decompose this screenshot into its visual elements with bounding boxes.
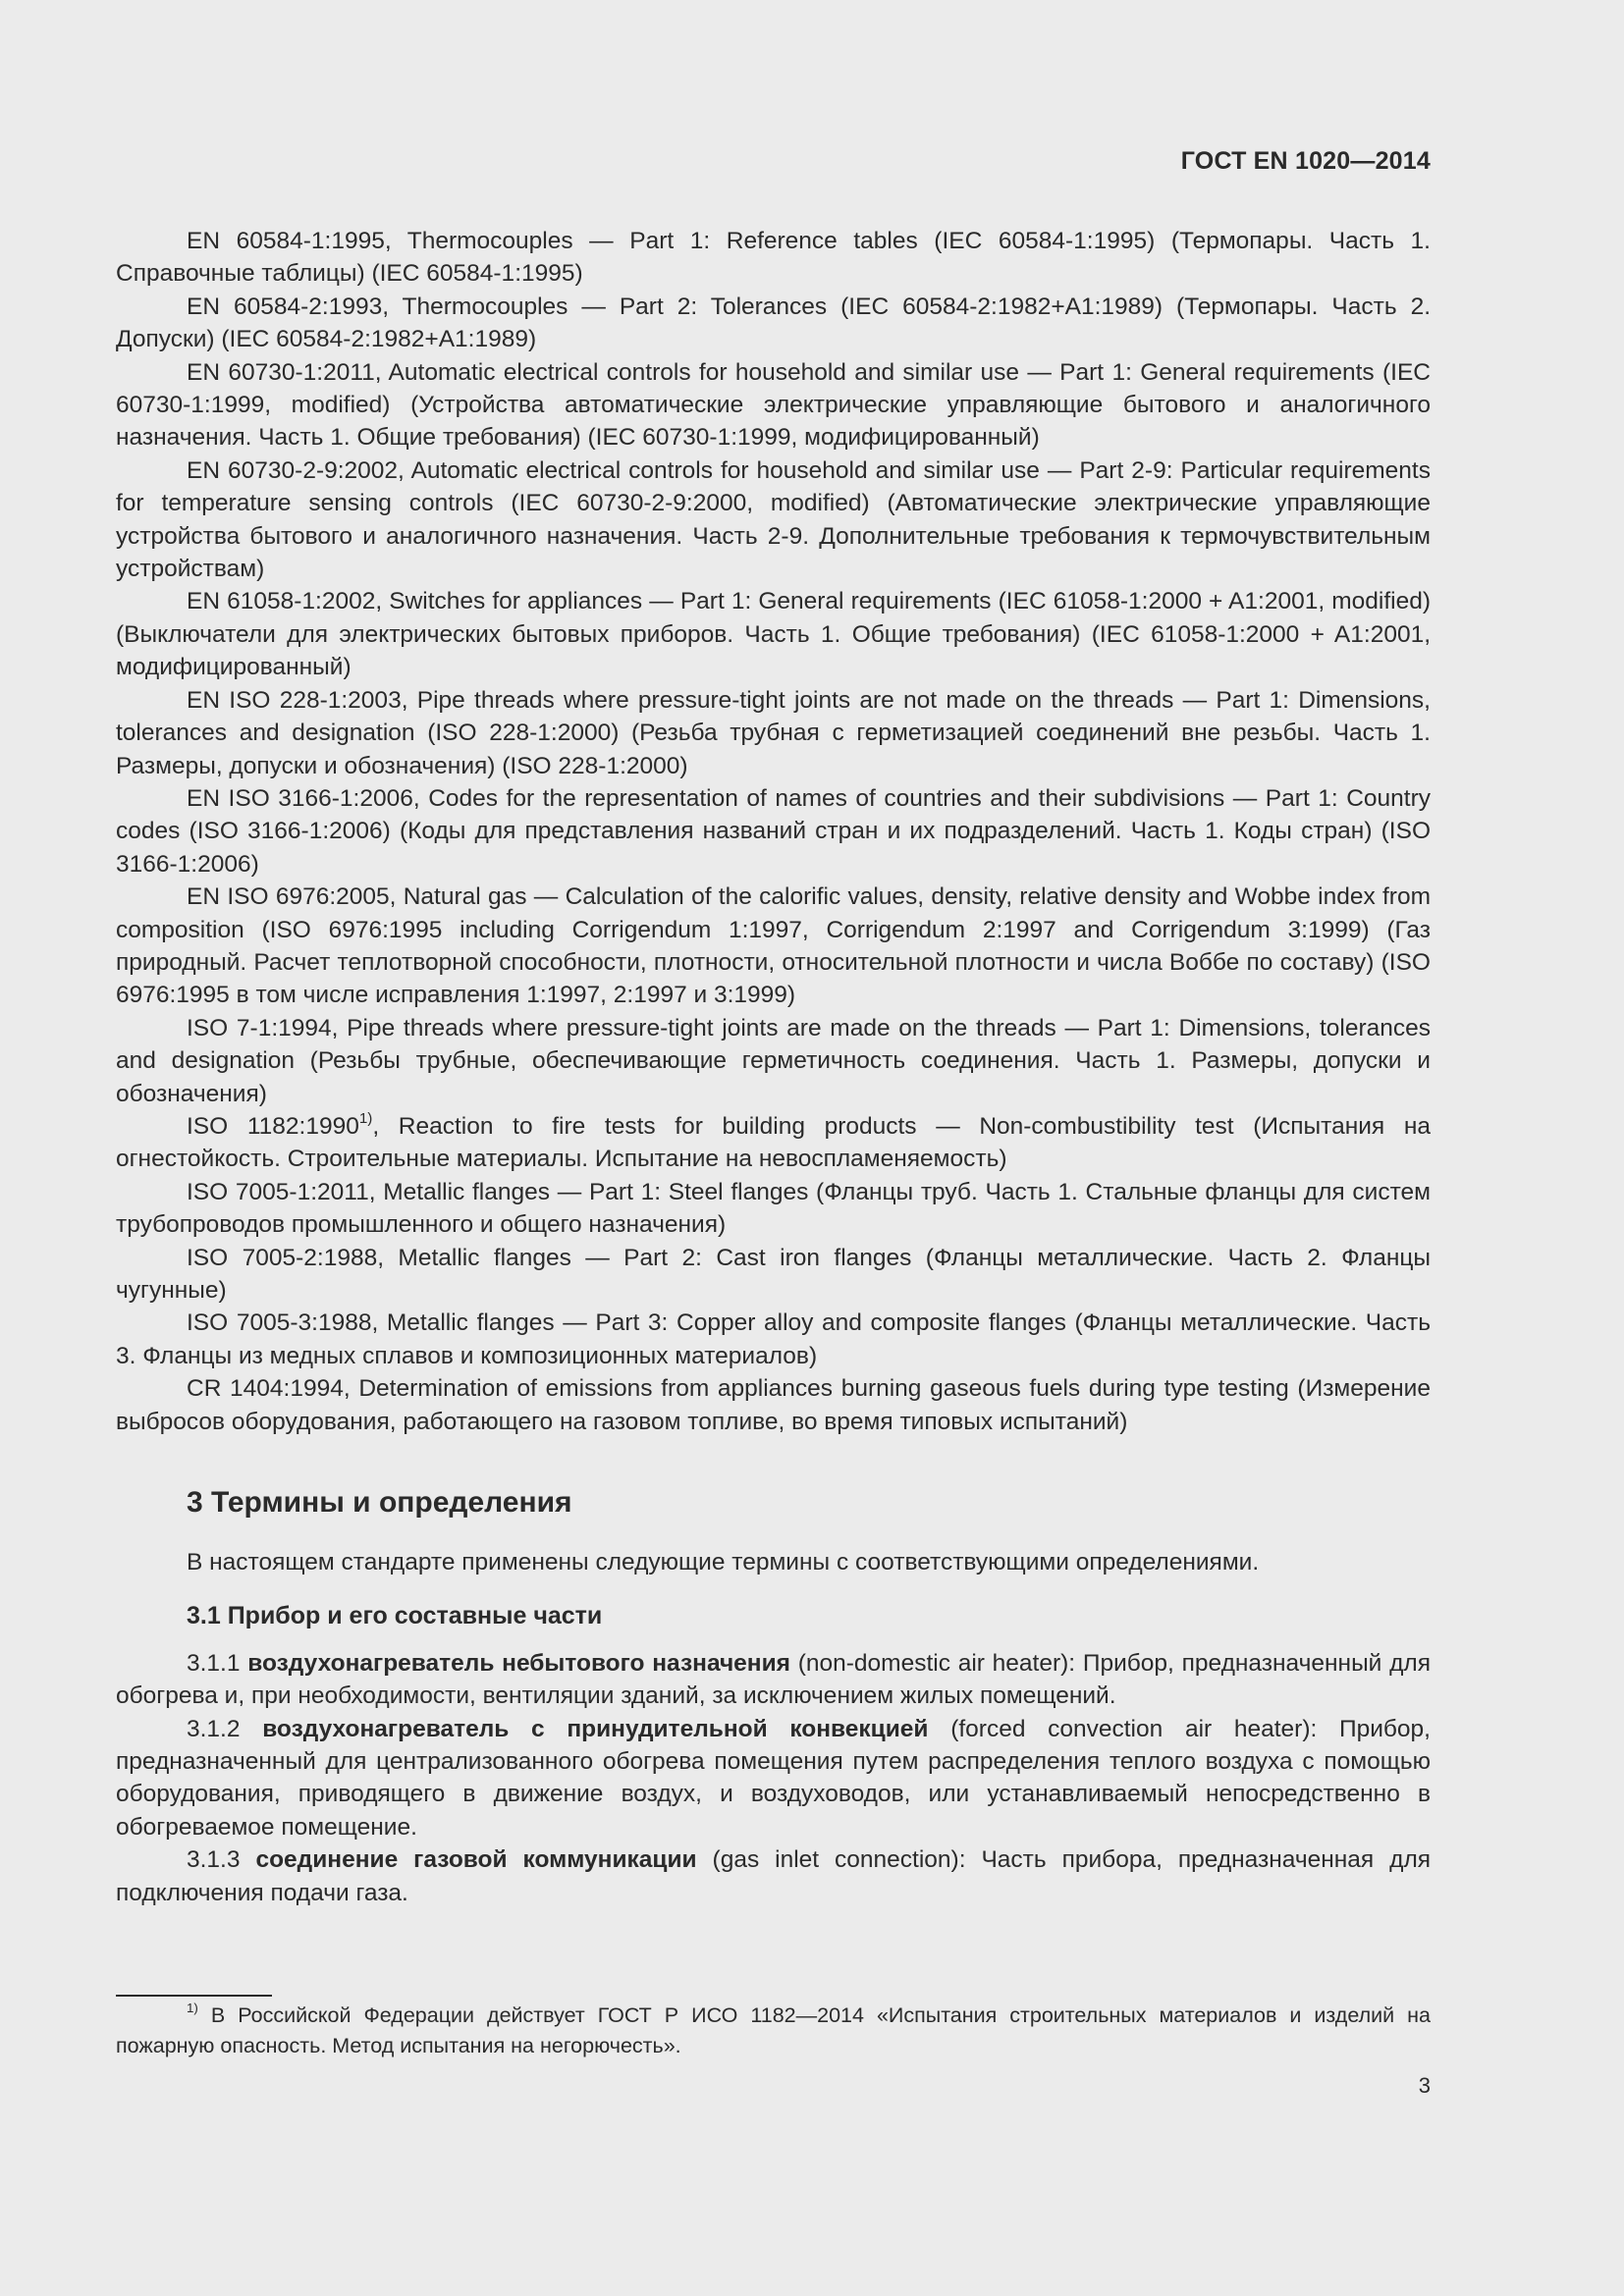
footnote-divider — [116, 1995, 272, 1997]
page-number: 3 — [1418, 2073, 1431, 2098]
footnote-marker: 1) — [187, 2000, 198, 2015]
document-code-header: ГОСТ EN 1020—2014 — [1180, 147, 1431, 175]
reference-item: ISO 7005-3:1988, Metallic flanges — Part 3: Copper alloy and composite flanges (Фланцы металлические. Часть 3. Фланцы из медных сплавов и композиционных материалов) — [116, 1309, 1431, 1369]
reference-item: EN 61058-1:2002, Switches for appliances — Part 1: General requirements (IEC 61058-1:2000 + A1:2001, modified) (Выключатели для электрических бытовых приборов. Часть 1. Общие требования) (IEC 61058-1:2000 + A1:2001, модифицированный) — [116, 588, 1431, 681]
reference-text: , Reaction to fire tests for building products — Non-combustibility test (Испытания на огнестойкость. Строительные материалы. Испытание на невоспламеняемость) — [116, 1112, 1431, 1173]
reference-item: EN ISO 228-1:2003, Pipe threads where pressure-tight joints are not made on the threads — Part 1: Dimensions, tolerances and designation (ISO 228-1:2000) (Резьба трубная с герметизацией соединений вне резьбы. Часть 1. Размеры, допуски и обозначения) (ISO 228-1:2000) — [116, 686, 1431, 779]
term-text: (gas inlet connection): Часть прибора, предназначенная для подключения подачи газа. — [116, 1846, 1432, 1906]
reference-code: ISO 1182:1990 — [187, 1112, 359, 1140]
term-name: соединение газовой коммуникации — [255, 1846, 697, 1874]
subsection-heading: 3.1 Прибор и его составные части — [187, 1602, 603, 1630]
reference-item: EN 60730-1:2011, Automatic electrical controls for household and similar use — Part 1: General requirements (IEC 60730-1:1999, modified) (Устройства автоматические электрические управляющие бытового и аналогичного назначения. Часть 1. Общие требования) (IEC 60730-1:1999, модифицированный) — [116, 358, 1431, 452]
reference-item: EN 60730-2-9:2002, Automatic electrical controls for household and similar use — Part 2-9: Particular requirements for temperature sensing controls (IEC 60730-2-9:2000, modified) (Автоматические электрические управляющие устройства бытового и аналогичного назначения. Часть 2-9. Дополнительные требования к термочувствительным устройствам) — [116, 456, 1431, 583]
reference-item: EN 60584-2:1993, Thermocouples — Part 2: Tolerances (IEC 60584-2:1982+A1:1989) (Термопары. Часть 2. Допуски) (IEC 60584-2:1982+A1:1989) — [116, 293, 1431, 353]
term-number: 3.1.1 — [187, 1649, 241, 1677]
page-body — [116, 225, 1431, 1909]
footnote — [116, 2001, 1431, 2061]
footnote-text: В Российской Федерации действует ГОСТ Р ИСО 1182—2014 «Испытания строительных материалов и изделий на пожарную опасность. Метод испытания на негорючесть». — [116, 2003, 1431, 2057]
reference-item: ISO 7005-1:2011, Metallic flanges — Part 1: Steel flanges (Фланцы труб. Часть 1. Стальные фланцы для систем трубопроводов промышленного и общего назначения) — [116, 1178, 1431, 1239]
reference-item-with-footnote — [116, 1110, 1431, 1176]
term-text: (forced convection air heater): Прибор, предназначенный для централизованного обогрева помещения путем распределения теплого воздуха с помощью оборудования, приводящего в движение воздух, и воздуховодов, или устанавливаемый непосредственно в обогреваемое помещение. — [116, 1715, 1431, 1841]
reference-item: EN ISO 6976:2005, Natural gas — Calculation of the calorific values, density, relative density and Wobbe index from composition (ISO 6976:1995 including Corrigendum 1:1997, Corrigendum 2:1997 and Corrigendum 3:1999) (Газ природный. Расчет теплотворной способности, плотности, относительной плотности и числа Воббе по составу) (ISO 6976:1995 в том числе исправления 1:1997, 2:1997 и 3:1999) — [116, 883, 1431, 1009]
term-text: (non-domestic air heater): Прибор, предназначенный для обогрева и, при необходимости, вентиляции зданий, за исключением жилых помещений. — [116, 1649, 1431, 1710]
term-definition — [116, 1713, 1431, 1844]
term-name: воздухонагреватель с принудительной конвекцией — [262, 1715, 929, 1742]
reference-item: EN ISO 3166-1:2006, Codes for the representation of names of countries and their subdivisions — Part 1: Country codes (ISO 3166-1:2006) (Коды для представления названий стран и их подразделений. Часть 1. Коды стран) (ISO 3166-1:2006) — [116, 784, 1431, 878]
reference-item: ISO 7005-2:1988, Metallic flanges — Part 2: Cast iron flanges (Фланцы металлические. Часть 2. Фланцы чугунные) — [116, 1244, 1431, 1304]
reference-item: ISO 7-1:1994, Pipe threads where pressure-tight joints are made on the threads — Part 1: Dimensions, tolerances and designation (Резьбы трубные, обеспечивающие герметичность соединения. Часть 1. Размеры, допуски и обозначения) — [116, 1014, 1431, 1107]
footnote-marker[interactable]: 1) — [358, 1109, 373, 1127]
term-definition — [116, 1843, 1431, 1909]
term-name: воздухонагреватель небытового назначения — [247, 1649, 790, 1677]
section-intro: В настоящем стандарте применены следующие термины с соответствующими определениями. — [187, 1549, 1260, 1576]
reference-item: CR 1404:1994, Determination of emissions from appliances burning gaseous fuels during type testing (Измерение выбросов оборудования, работающего на газовом топливе, во время типовых испытаний) — [116, 1375, 1431, 1435]
term-number: 3.1.2 — [187, 1715, 241, 1742]
reference-item: EN 60584-1:1995, Thermocouples — Part 1: Reference tables (IEC 60584-1:1995) (Термопары. Часть 1. Справочные таблицы) (IEC 60584-1:1995) — [116, 228, 1431, 288]
section-heading: 3 Термины и определения — [187, 1486, 572, 1520]
term-number: 3.1.3 — [187, 1846, 241, 1874]
term-definition — [116, 1647, 1431, 1713]
